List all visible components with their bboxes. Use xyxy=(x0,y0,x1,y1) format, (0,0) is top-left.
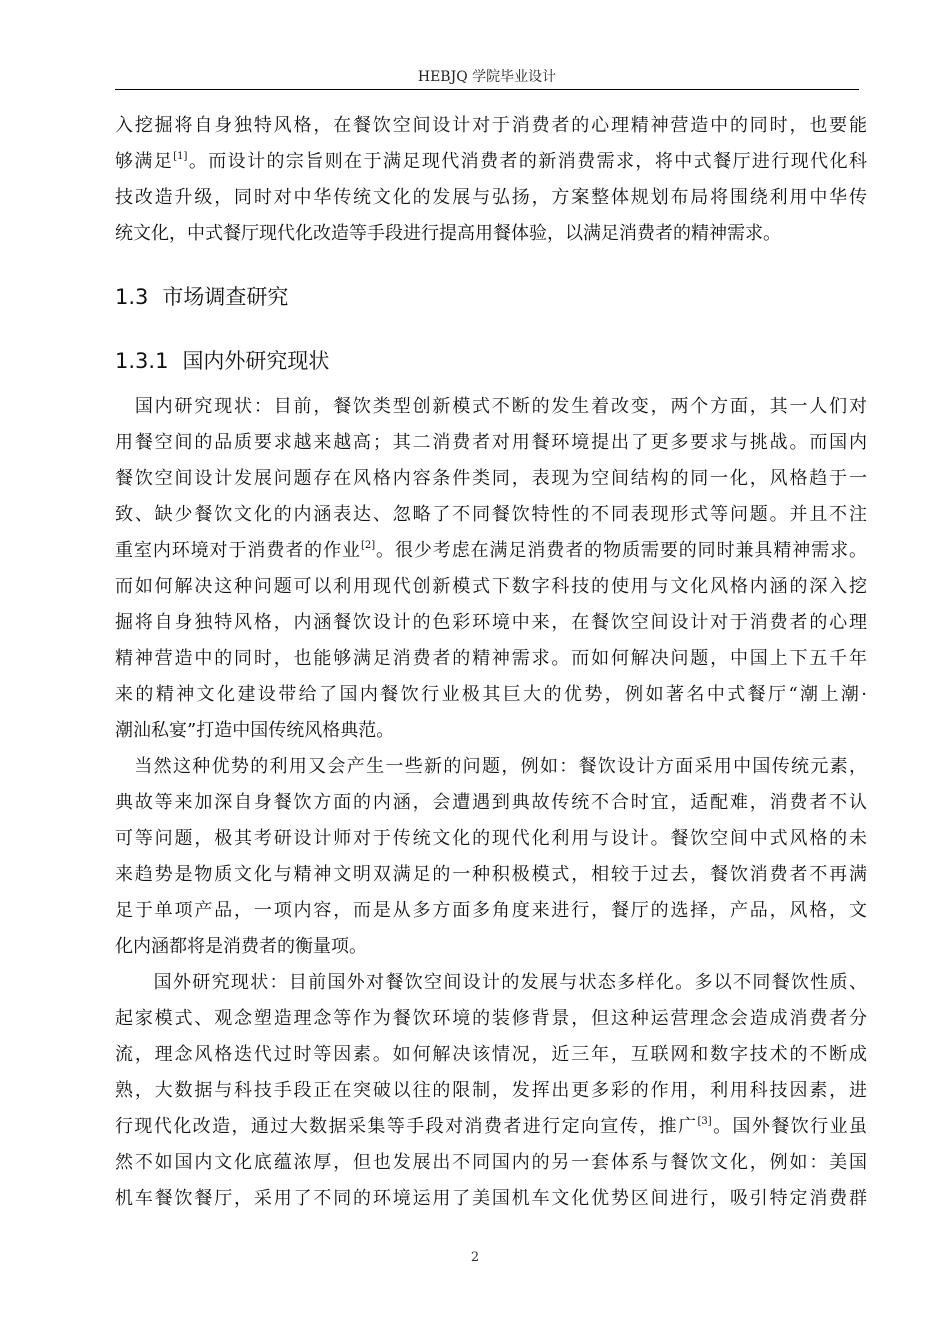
paragraph-advantage-issues xyxy=(115,749,867,965)
text-line: 流，理念风格迭代过时等因素。如何解决该情况，近三年，互联网和数字技术的不断成 xyxy=(115,1044,867,1065)
text-segment: 重室内环境对于消费者的作业 xyxy=(115,540,361,561)
text-segment: 行现代化改造，通过大数据采集等手段对消费者进行定向宣传，推广 xyxy=(115,1116,698,1137)
text-line: 而如何解决这种问题可以利用现代创新模式下数字科技的使用与文化风格内涵的深入挖 xyxy=(115,576,867,597)
citation-marker: [1] xyxy=(173,151,188,162)
page-number: 2 xyxy=(470,1250,480,1265)
text-line: 化内涵都将是消费者的衡量项。 xyxy=(115,936,367,957)
running-header: HEBJQ 学院毕业设计 xyxy=(417,69,557,85)
subsection-heading xyxy=(115,343,867,379)
text-line: 可等问题，极其考研设计师对于传统文化的现代化利用与设计。餐饮空间中式风格的未 xyxy=(115,828,867,849)
paragraph-foreign-research xyxy=(115,965,867,1217)
text-segment: 。国外餐饮行业虽 xyxy=(711,1116,868,1137)
text-line: 精神营造中的同时，也能够满足消费者的精神需求。而如何解决问题，中国上下五千年 xyxy=(115,648,867,669)
paragraph-domestic-research xyxy=(115,389,867,749)
text-line: 致、缺少餐饮文化的内涵表达、忽略了不同餐饮特性的不同表现形式等问题。并且不注 xyxy=(115,504,867,525)
page-content xyxy=(115,108,867,1217)
continued-paragraph xyxy=(115,108,867,252)
text-line xyxy=(115,144,867,180)
text-line: 潮汕私宴”打造中国传统风格典范。 xyxy=(115,720,395,741)
text-line: 机车餐饮餐厅，采用了不同的环境运用了美国机车文化优势区间进行，吸引特定消费群 xyxy=(115,1188,867,1209)
text-line: 国内研究现状：目前，餐饮类型创新模式不断的发生着改变，两个方面，其一人们对 xyxy=(115,396,867,417)
text-line: 入挖掘将自身独特风格，在餐饮空间设计对于消费者的心理精神营造中的同时，也要能 xyxy=(115,115,867,136)
text-line: 餐饮空间设计发展问题存在风格内容条件类同，表现为空间结构的同一化，风格趋于一 xyxy=(115,468,867,489)
text-line: 当然这种优势的利用又会产生一些新的问题，例如：餐饮设计方面采用中国传统元素， xyxy=(115,756,867,777)
text-line: 掘将自身独特风格，内涵餐饮设计的色彩环境中来，在餐饮空间设计对于消费者的心理 xyxy=(115,612,867,633)
text-segment: 。而设计的宗旨则在于满足现代消费者的新消费需求，将中式餐厅进行现代化科 xyxy=(187,151,867,172)
text-line: 典故等来加深自身餐饮方面的内涵，会遭遇到典故传统不合时宜，适配难，消费者不认 xyxy=(115,792,867,813)
text-line: 用餐空间的品质要求越来越高；其二消费者对用餐环境提出了更多要求与挑战。而国内 xyxy=(115,432,867,453)
citation-marker: [3] xyxy=(697,1116,712,1127)
text-line: 熟，大数据与科技手段正在突破以往的限制，发挥出更多彩的作用，利用科技因素，进 xyxy=(115,1080,867,1101)
section-title: 市场调查研究 xyxy=(162,285,289,309)
subsection-title: 国内外研究现状 xyxy=(182,349,330,373)
section-number: 1.3 xyxy=(115,285,149,309)
text-line: 足于单项产品，一项内容，而是从多方面多角度来进行，餐厅的选择，产品，风格，文 xyxy=(115,900,867,921)
text-segment: 。很少考虑在满足消费者的物质需要的同时兼具精神需求。 xyxy=(375,540,868,561)
text-line: 来的精神文化建设带给了国内餐饮行业极其巨大的优势，例如著名中式餐厅“潮上潮· xyxy=(115,684,867,705)
text-line: 技改造升级，同时对中华传统文化的发展与弘扬，方案整体规划布局将围绕利用中华传 xyxy=(115,187,867,208)
subsection-number: 1.3.1 xyxy=(115,349,169,373)
text-segment: 够满足 xyxy=(115,151,174,172)
text-line: 然不如国内文化底蕴浓厚，但也发展出不同国内的另一套体系与餐饮文化，例如：美国 xyxy=(115,1152,867,1173)
text-line xyxy=(115,533,867,569)
text-line: 统文化，中式餐厅现代化改造等手段进行提高用餐体验，以满足消费者的精神需求。 xyxy=(115,223,781,244)
header-rule xyxy=(115,89,859,90)
section-heading xyxy=(115,279,867,315)
text-line xyxy=(115,1109,867,1145)
text-line: 来趋势是物质文化与精神文明双满足的一种积极模式，相较于过去，餐饮消费者不再满 xyxy=(115,864,867,885)
text-line: 国外研究现状：目前国外对餐饮空间设计的发展与状态多样化。多以不同餐饮性质、 xyxy=(115,972,867,993)
citation-marker: [2] xyxy=(360,540,376,551)
text-line: 起家模式、观念塑造理念等作为餐饮环境的装修背景，但这种运营理念会造成消费者分 xyxy=(115,1008,867,1029)
